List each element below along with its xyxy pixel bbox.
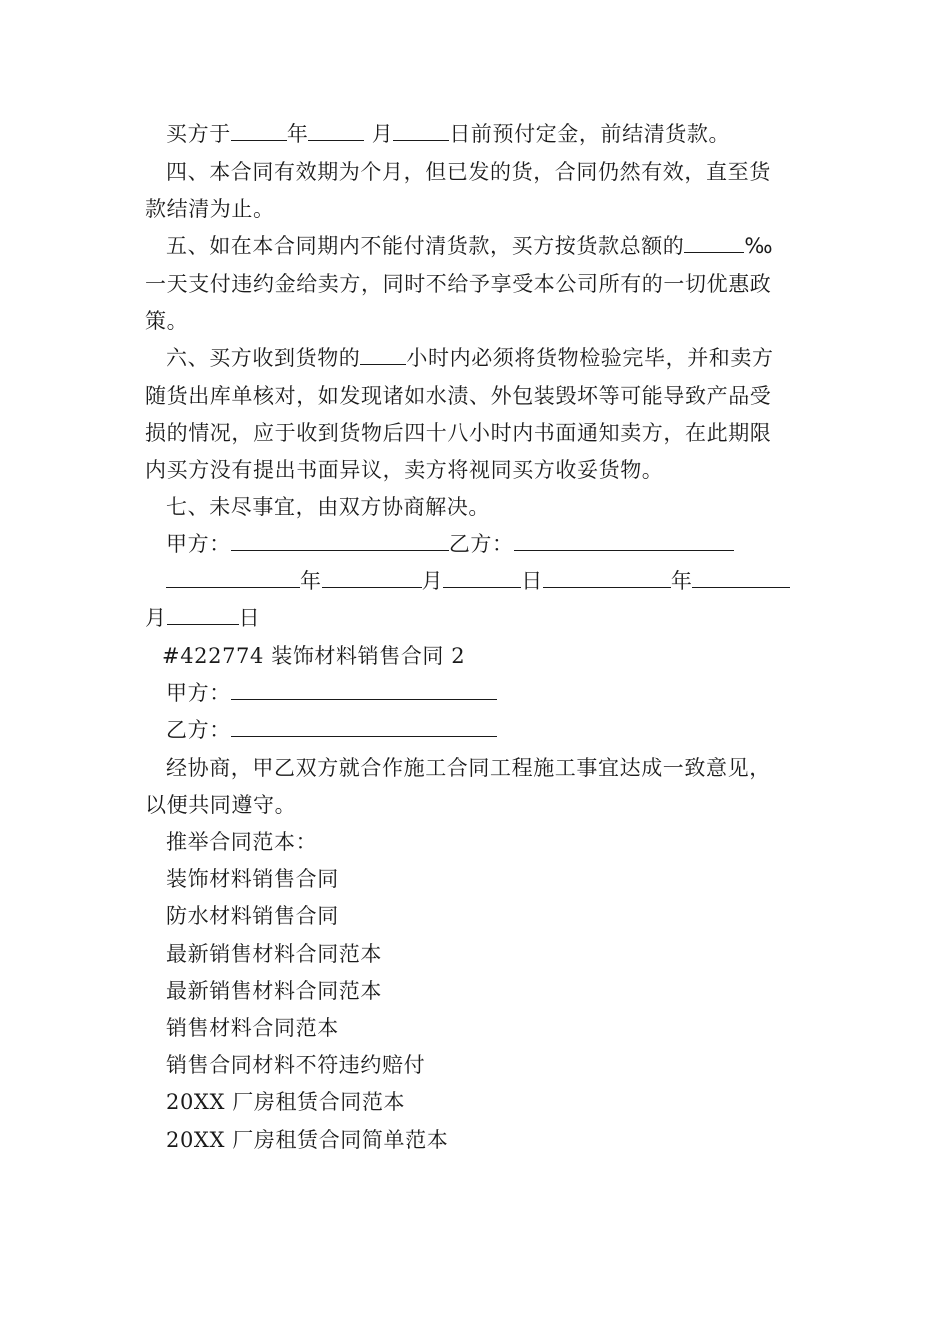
- clause5-text: 五、如在本合同期内不能付清货款，买方按货款总额的: [166, 234, 685, 258]
- clause5-line3: 策。: [145, 309, 189, 333]
- clause6-line2: 随货出库单核对，如发现诸如水渍、外包装毁坏等可能导致产品受: [145, 384, 772, 408]
- prepay-after-text: 日前预付定金，前结清货款。: [449, 122, 731, 146]
- recommend-link[interactable]: 20XX 厂房租赁合同范本: [166, 1090, 406, 1114]
- contract2-party-b-blank: [231, 718, 497, 737]
- clause6-line1: [166, 346, 831, 370]
- clause5-line2: 一天支付违约金给卖方，同时不给予享受本公司所有的一切优惠政: [145, 272, 772, 296]
- recommend-link[interactable]: 最新销售材料合同范本: [166, 979, 382, 1003]
- clause7-line: 七、未尽事宜，由双方协商解决。: [166, 495, 490, 519]
- month-label: 月: [371, 122, 394, 146]
- clause6-text: 六、买方收到货物的: [166, 346, 361, 370]
- party-a-blank: [231, 532, 449, 551]
- contract2-party-a-line: [166, 681, 831, 705]
- contract2-intro-line2: 以便共同遵守。: [145, 793, 297, 817]
- blank-date-a-day: [443, 569, 521, 588]
- contract2-party-b-line: [166, 718, 831, 742]
- blank-date-a-month: [322, 569, 422, 588]
- recommend-link[interactable]: 最新销售材料合同范本: [166, 942, 382, 966]
- signature-dates-line2: [145, 606, 810, 630]
- party-a-label: 甲方：: [166, 532, 231, 556]
- blank-penalty-rate: [684, 234, 744, 253]
- clause6-line4: 内买方没有提出书面异议，卖方将视同买方收妥货物。: [145, 458, 664, 482]
- contract2-party-b-label: 乙方：: [166, 718, 231, 742]
- recommend-link[interactable]: 防水材料销售合同: [166, 904, 339, 928]
- recommend-link[interactable]: 销售合同材料不符违约赔付: [166, 1053, 426, 1077]
- permil-sign: ‰: [744, 234, 773, 258]
- recommend-link[interactable]: 20XX 厂房租赁合同简单范本: [166, 1128, 449, 1152]
- prepay-line: [166, 122, 831, 146]
- blank-day: [393, 122, 449, 141]
- contract2-party-a-label: 甲方：: [166, 681, 231, 705]
- blank-date-b-year: [543, 569, 671, 588]
- signature-dates-line: [166, 569, 831, 593]
- recommend-link[interactable]: 销售材料合同范本: [166, 1016, 339, 1040]
- contract2-party-a-blank: [231, 681, 497, 700]
- clause5-line1: [166, 234, 831, 258]
- date-b-year-label: 年: [670, 569, 693, 593]
- blank-date-a-year: [166, 569, 300, 588]
- blank-date-b-day: [167, 606, 239, 625]
- clause6-line3: 损的情况，应于收到货物后四十八小时内书面通知卖方，在此期限: [145, 421, 772, 445]
- recommend-link[interactable]: 装饰材料销售合同: [166, 867, 339, 891]
- date-b-month-label: 月: [145, 606, 167, 630]
- clause4-line2: 款结清为止。: [145, 197, 275, 221]
- party-b-blank: [514, 532, 734, 551]
- date-a-month-label: 月: [421, 569, 444, 593]
- contract2-title: #422774 装饰材料销售合同 2: [162, 644, 466, 668]
- recommend-heading: 推举合同范本：: [166, 830, 318, 854]
- blank-date-b-month: [692, 569, 790, 588]
- date-b-day-label: 日: [238, 606, 261, 630]
- party-b-label: 乙方：: [448, 532, 514, 556]
- prepay-text: 买方于: [166, 122, 231, 146]
- contract2-intro-line1: 经协商，甲乙双方就合作施工合同工程施工事宜达成一致意见，: [166, 756, 771, 780]
- blank-year: [231, 122, 287, 141]
- blank-month: [308, 122, 364, 141]
- signature-parties-line: [166, 532, 831, 556]
- blank-hours: [360, 346, 406, 365]
- clause6-after-text: 小时内必须将货物检验完毕，并和卖方: [406, 346, 774, 370]
- year-label: 年: [286, 122, 309, 146]
- clause4-line1: 四、本合同有效期为个月，但已发的货，合同仍然有效，直至货: [166, 160, 771, 184]
- date-a-year-label: 年: [300, 569, 322, 593]
- date-a-day-label: 日: [521, 569, 543, 593]
